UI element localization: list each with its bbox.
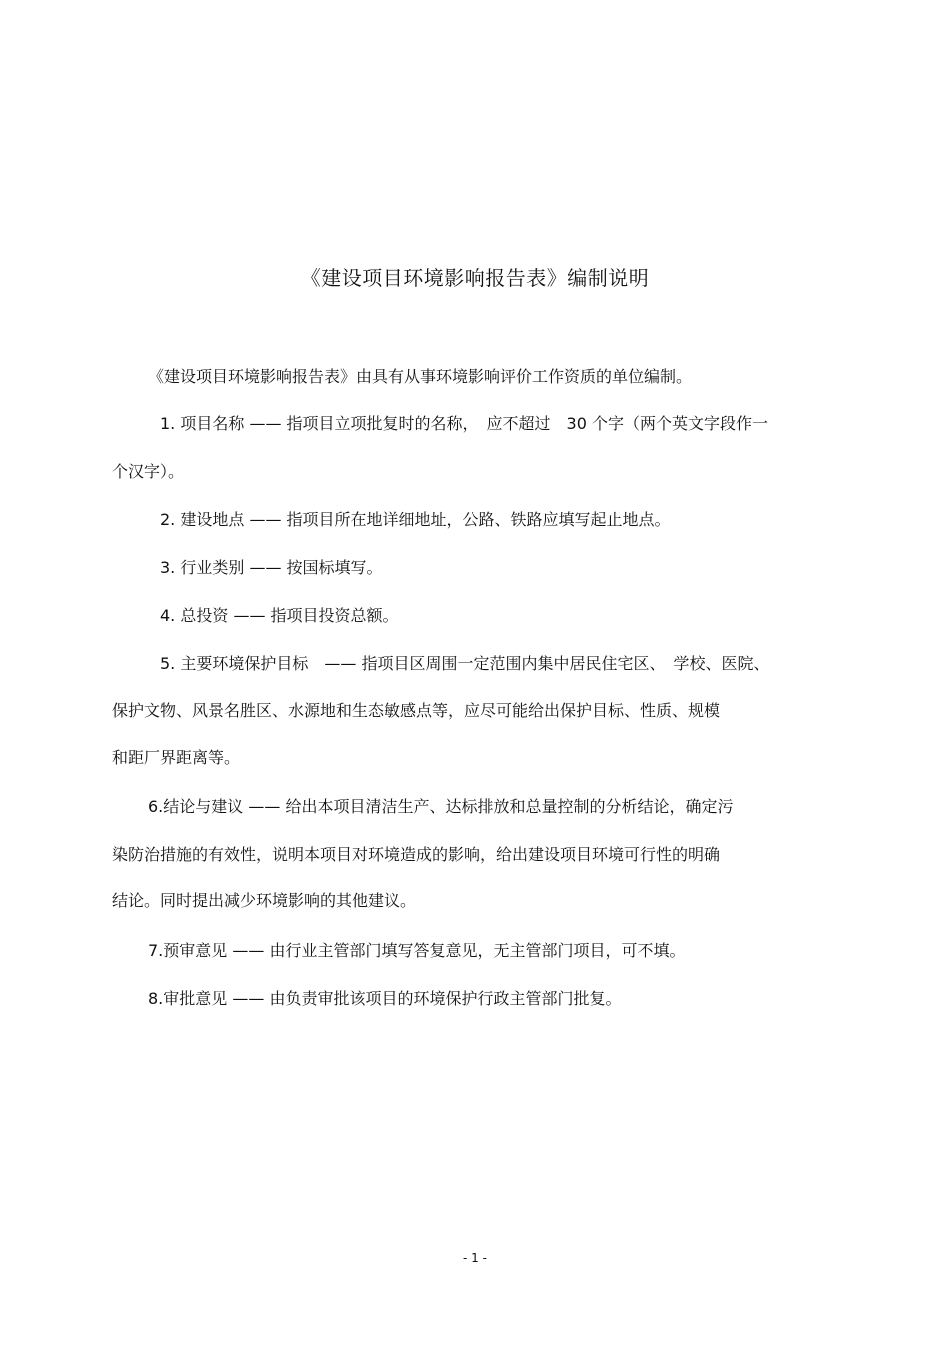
item-5-line-2: 保护文物、风景名胜区、水源地和生态敏感点等，应尽可能给出保护目标、性质、规模 (112, 701, 721, 720)
intro-paragraph: 《建设项目环境影响报告表》由具有从事环境影响评价工作资质的单位编制。 (148, 367, 693, 386)
item-6-line-2: 染防治措施的有效性，说明本项目对环境造成的影响，给出建设项目环境可行性的明确 (112, 845, 721, 864)
item-3: 3. 行业类别 —— 按国标填写。 (160, 558, 383, 577)
item-5-line-3: 和距厂界距离等。 (112, 748, 241, 767)
page-title: 《建设项目环境影响报告表》编制说明 (300, 266, 650, 290)
item-6-line-1: 6.结论与建议 —— 给出本项目清洁生产、达标排放和总量控制的分析结论，确定污 (148, 797, 734, 816)
item-5-line-1: 5. 主要环境保护目标 —— 指项目区周围一定范围内集中居民住宅区、 学校、医院、 (160, 654, 770, 673)
item-8: 8.审批意见 —— 由负责审批该项目的环境保护行政主管部门批复。 (148, 989, 622, 1008)
item-2: 2. 建设地点 —— 指项目所在地详细地址，公路、铁路应填写起止地点。 (160, 510, 671, 529)
item-7: 7.预审意见 —— 由行业主管部门填写答复意见，无主管部门项目，可不填。 (148, 941, 686, 960)
item-4: 4. 总投资 —— 指项目投资总额。 (160, 606, 399, 625)
page-number: - 1 - (463, 1251, 487, 1265)
item-6-line-3: 结论。同时提出减少环境影响的其他建议。 (112, 891, 417, 910)
item-1-line-1: 1. 项目名称 —— 指项目立项批复时的名称， 应不超过 30 个字（两个英文字段作一 (160, 414, 768, 433)
item-1-line-2: 个汉字）。 (112, 462, 185, 481)
